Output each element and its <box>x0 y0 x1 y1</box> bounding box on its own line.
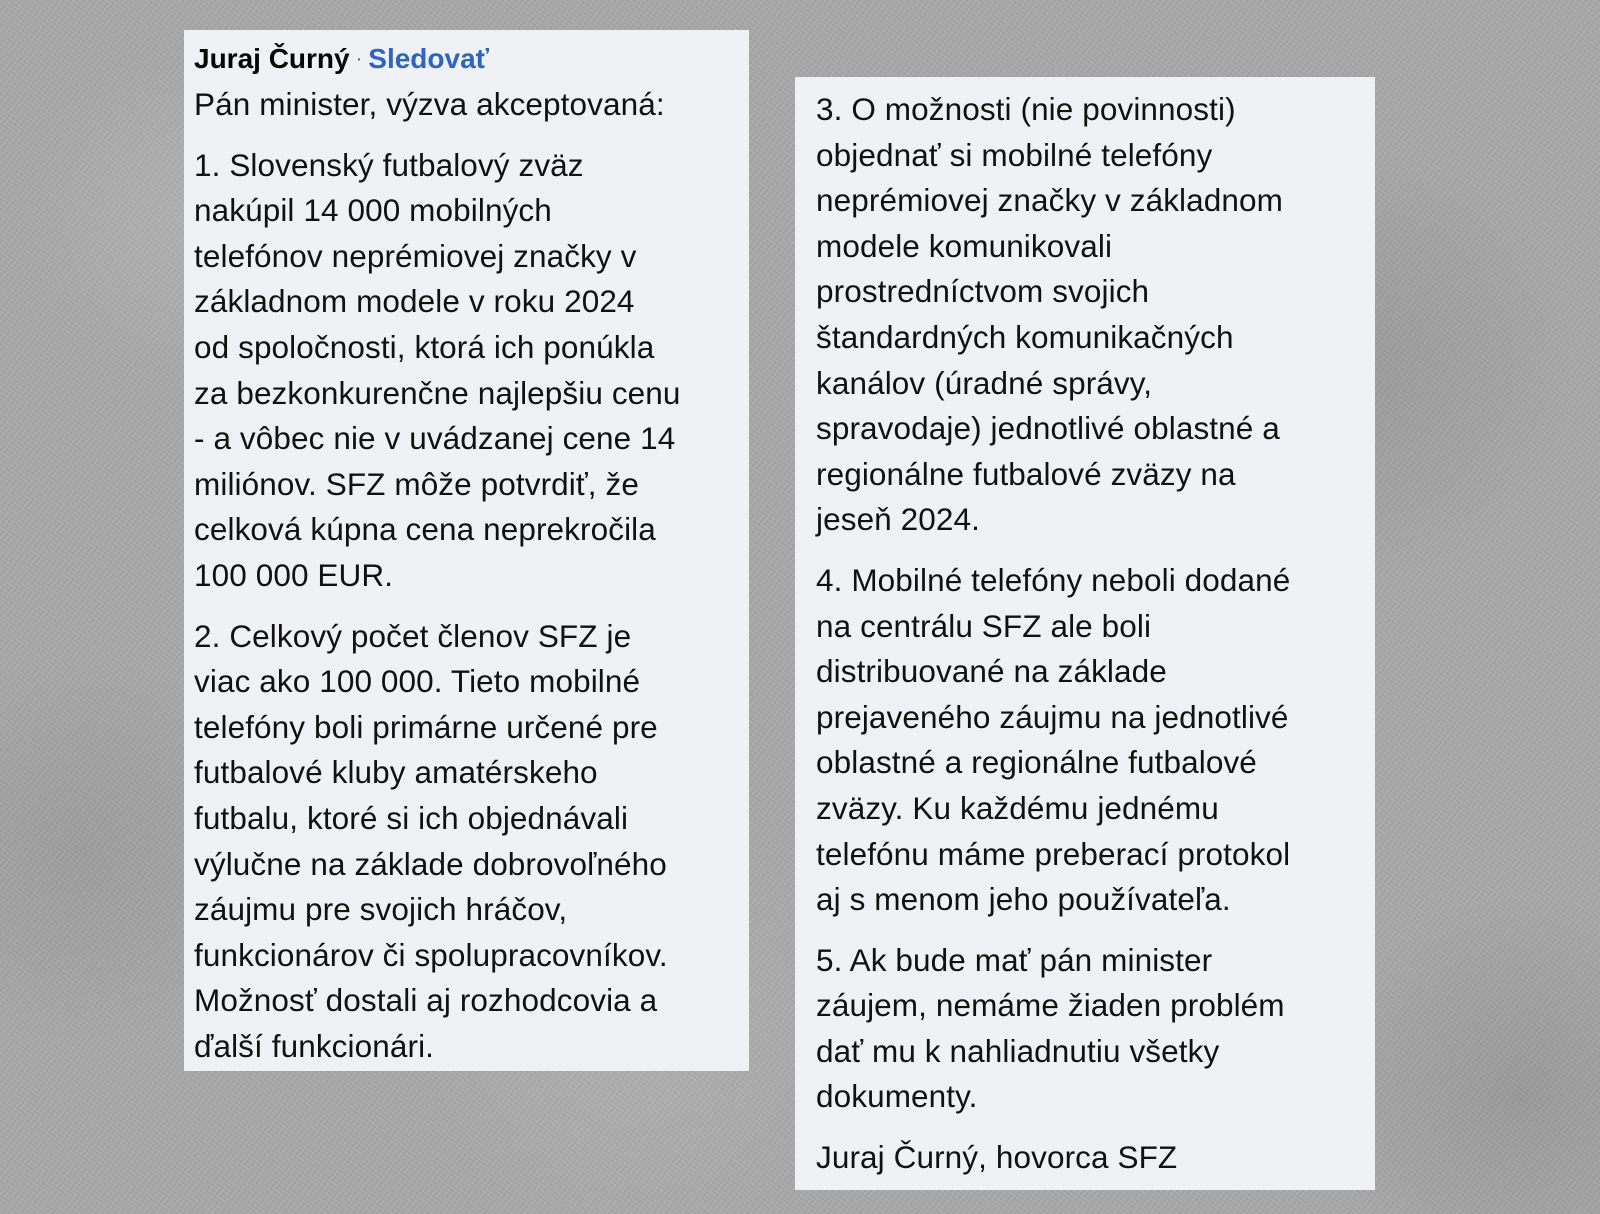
paragraph-point-5 <box>816 938 1365 1120</box>
text-line: viac ako 100 000. Tieto mobilné <box>194 663 641 700</box>
separator-dot: · <box>355 48 363 70</box>
text-line: dokumenty. <box>816 1078 978 1115</box>
text-line: Možnosť dostali aj rozhodcovia a <box>194 982 658 1019</box>
text-line: neprémiovej značky v základnom <box>816 182 1283 219</box>
text-line: výlučne na základe dobrovoľného <box>194 845 667 882</box>
text-line: regionálne futbalové zväzy na <box>816 455 1236 492</box>
text-line: modele komunikovali <box>816 227 1113 264</box>
text-line: 100 000 EUR. <box>194 556 394 593</box>
paragraph-point-2 <box>194 614 739 1070</box>
text-line: 4. Mobilné telefóny neboli dodané <box>816 561 1291 598</box>
text-line: zväzy. Ku každému jednému <box>816 789 1219 826</box>
text-line: telefóny boli primárne určené pre <box>194 708 658 745</box>
text-line: na centrálu SFZ ale boli <box>816 607 1152 644</box>
text-line: futbalu, ktoré si ich objednávali <box>194 799 629 836</box>
text-line: štandardných komunikačných <box>816 318 1234 355</box>
text-line: 1. Slovenský futbalový zväz <box>194 146 584 183</box>
text-line: distribuované na základe <box>816 653 1167 690</box>
text-line: za bezkonkurenčne najlepšiu cenu <box>194 374 681 411</box>
text-line: prejaveného záujmu na jednotlivé <box>816 698 1289 735</box>
text-line: objednať si mobilné telefóny <box>816 136 1213 173</box>
text-line: celková kúpna cena neprekročila <box>194 511 656 548</box>
follow-button[interactable]: Sledovať <box>368 43 490 74</box>
author-name[interactable]: Juraj Čurný <box>194 43 350 74</box>
text-line: Pán minister, výzva akceptovaná: <box>194 86 665 122</box>
paragraph-point-3 <box>816 87 1365 543</box>
text-line: dať mu k nahliadnutiu všetky <box>816 1032 1220 1069</box>
text-line: záujem, nemáme žiaden problém <box>816 987 1285 1024</box>
text-line: futbalové kluby amatérskeho <box>194 754 598 791</box>
text-line: - a vôbec nie v uvádzanej cene 14 <box>194 420 676 457</box>
text-line: oblastné a regionálne futbalové <box>816 744 1257 781</box>
text-line: záujmu pre svojich hráčov, <box>194 891 568 928</box>
text-line: základnom modele v roku 2024 <box>194 283 635 320</box>
signature <box>816 1135 1365 1181</box>
text-line: prostredníctvom svojich <box>816 273 1150 310</box>
text-line: nakúpil 14 000 mobilných <box>194 192 552 229</box>
text-line: 3. O možnosti (nie povinnosti) <box>816 91 1236 127</box>
text-line: jeseň 2024. <box>816 501 980 538</box>
text-line: ďalší funkcionári. <box>194 1027 435 1064</box>
paragraph-point-4 <box>816 558 1365 923</box>
text-line: telefónu máme preberací protokol <box>816 835 1291 872</box>
text-line: Juraj Čurný, hovorca SFZ <box>816 1139 1178 1176</box>
post-header <box>194 39 739 82</box>
text-line: aj s menom jeho používateľa. <box>816 881 1231 918</box>
text-line: spravodaje) jednotlivé oblastné a <box>816 410 1280 447</box>
text-line: 5. Ak bude mať pán minister <box>816 941 1213 978</box>
text-line: miliónov. SFZ môže potvrdiť, že <box>194 465 639 502</box>
text-line: telefónov neprémiovej značky v <box>194 237 637 274</box>
post-panel-right <box>795 77 1375 1190</box>
text-line: funkcionárov či spolupracovníkov. <box>194 936 668 973</box>
text-line: 2. Celkový počet členov SFZ je <box>194 617 632 654</box>
text-line: od spoločnosti, ktorá ich ponúkla <box>194 328 655 365</box>
paragraph-point-1 <box>194 143 739 599</box>
post-panel-left <box>184 30 749 1071</box>
text-line: kanálov (úradné správy, <box>816 364 1153 401</box>
post-intro <box>194 82 739 128</box>
